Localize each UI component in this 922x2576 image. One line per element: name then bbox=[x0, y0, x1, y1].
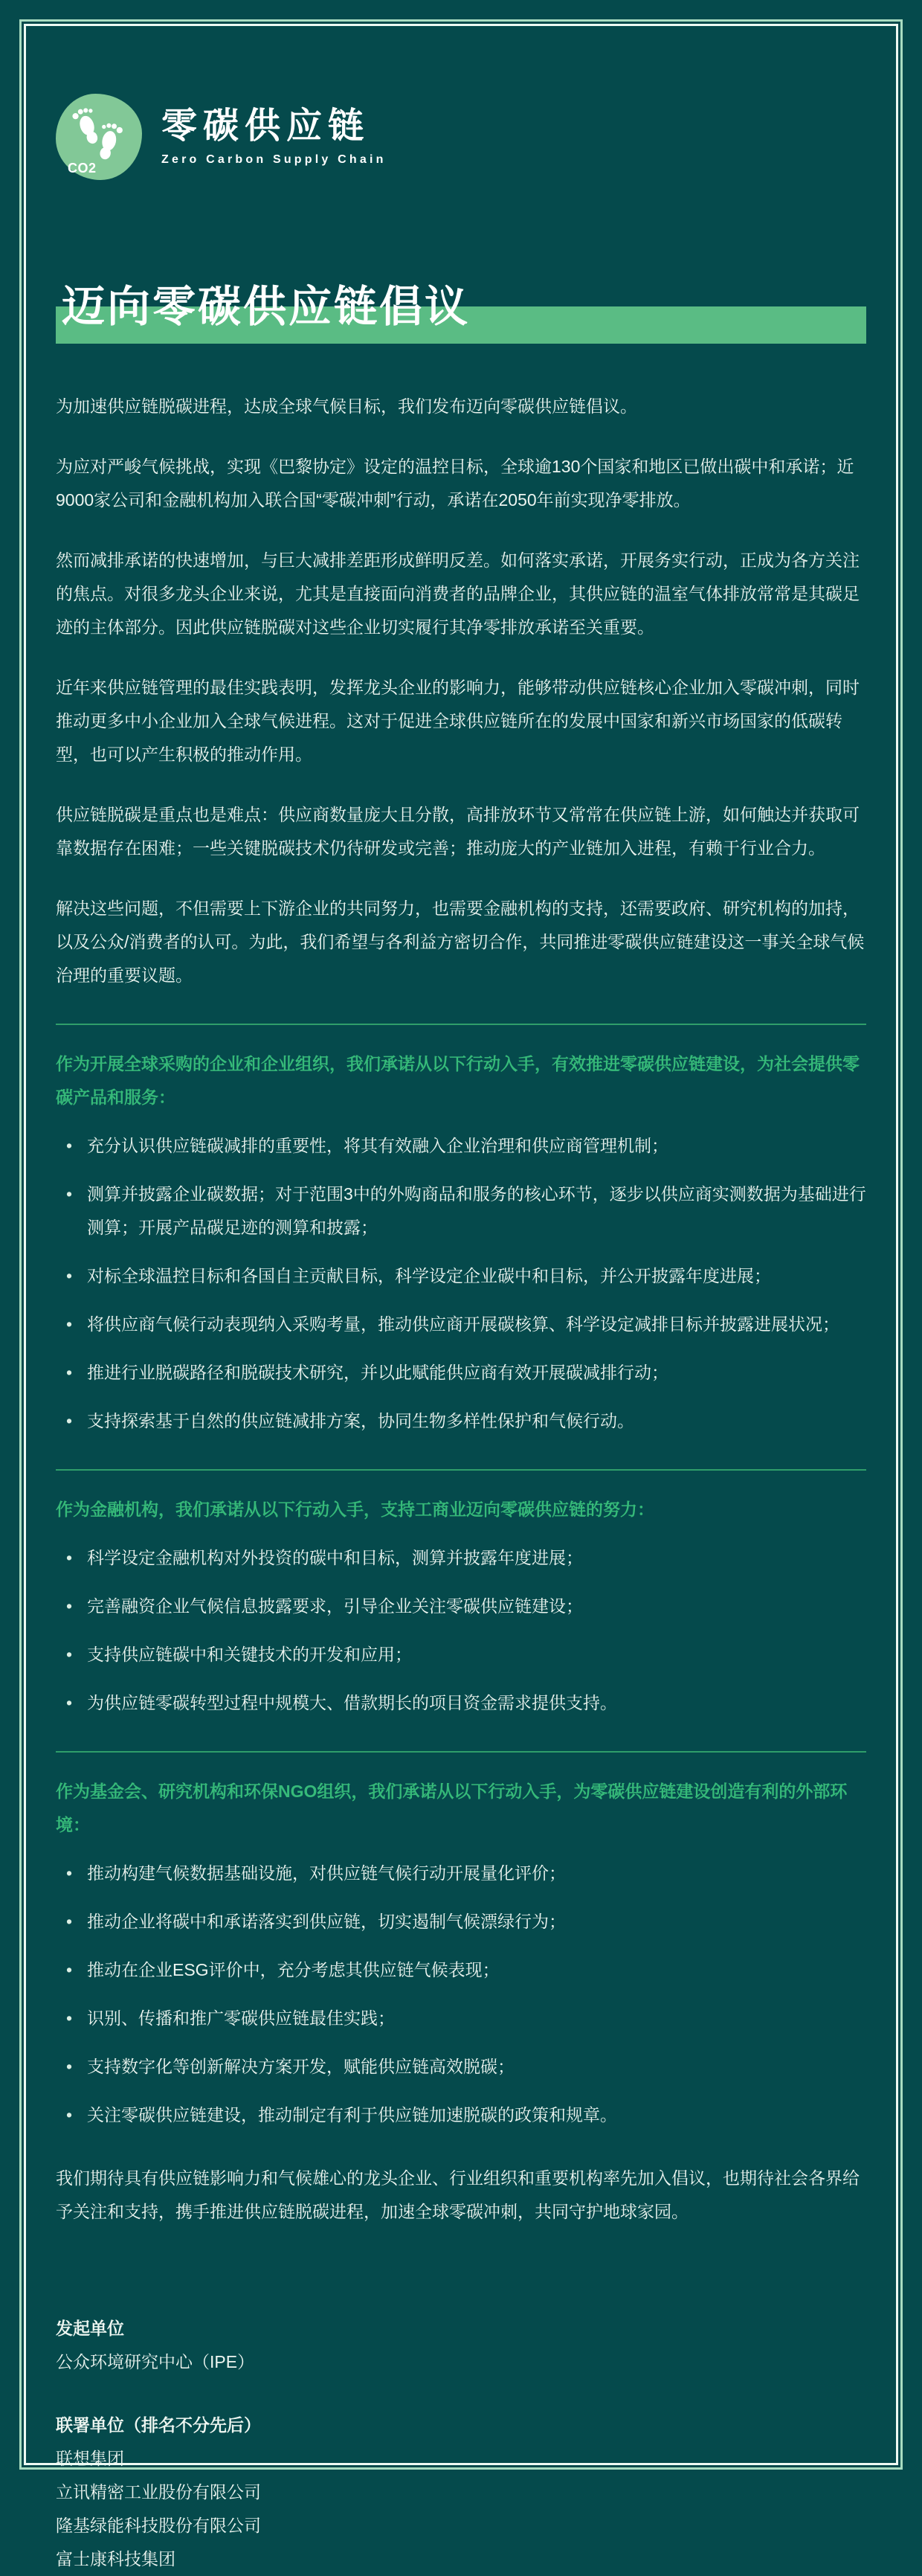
intro-paragraph: 为加速供应链脱碳进程，达成全球气候目标，我们发布迈向零碳供应链倡议。 bbox=[56, 396, 637, 416]
logo-subtitle: Zero Carbon Supply Chain bbox=[161, 153, 387, 167]
commitment-item: • 推进行业脱碳路径和脱碳技术研究，并以此赋能供应商有效开展碳减排行动； bbox=[56, 1356, 866, 1390]
cosigner-name: 立讯精密工业股份有限公司 bbox=[56, 2482, 261, 2502]
commitment-item: • 为供应链零碳转型过程中规模大、借款期长的项目资金需求提供支持。 bbox=[56, 1686, 866, 1720]
cosigner-name: 富士康科技集团 bbox=[56, 2549, 175, 2569]
section-divider bbox=[56, 1469, 866, 1471]
section-divider bbox=[56, 1751, 866, 1753]
intro-paragraph: 为应对严峻气候挑战，实现《巴黎协定》设定的温控目标，全球逾130个国家和地区已做出碳中和承诺；近9000家公司和金融机构加入联合国“零碳冲刺”行动，承诺在2050年前实现净零排放。 bbox=[56, 457, 854, 510]
section-heading-procurement: 作为开展全球采购的企业和企业组织，我们承诺从以下行动入手，有效推进零碳供应链建设，为社会提供零碳产品和服务： bbox=[56, 1054, 860, 1107]
body-copy bbox=[56, 390, 866, 2576]
logo-title: 零碳供应链 bbox=[161, 106, 370, 146]
section-heading-ngo: 作为基金会、研究机构和环保NGO组织，我们承诺从以下行动入手，为零碳供应链建设创造有利的外部环境： bbox=[56, 1782, 848, 1834]
commitment-item: • 支持探索基于自然的供应链减排方案，协同生物多样性保护和气候行动。 bbox=[56, 1404, 866, 1438]
co2-label: CO2 bbox=[68, 161, 97, 176]
commitment-item: • 推动构建气候数据基础设施，对供应链气候行动开展量化评价； bbox=[56, 1857, 866, 1890]
cosigners-label: 联署单位（排名不分先后） bbox=[56, 2415, 261, 2435]
closing-paragraph: 我们期待具有供应链影响力和气候雄心的龙头企业、行业组织和重要机构率先加入倡议，也期待社会各界给予关注和支持，携手推进供应链脱碳进程，加速全球零碳冲刺，共同守护地球家园。 bbox=[56, 2168, 860, 2221]
commitment-list-finance bbox=[56, 1541, 866, 1720]
logo-badge bbox=[56, 94, 142, 180]
intro-paragraph: 供应链脱碳是重点也是难点：供应商数量庞大且分散，高排放环节又常常在供应链上游，如何触达并获取可靠数据存在困难；一些关键脱碳技术仍待研发或完善；推动庞大的产业链加入进程，有赖于行业合力。 bbox=[56, 805, 860, 858]
cosigner-name: 隆基绿能科技股份有限公司 bbox=[56, 2516, 261, 2535]
intro-paragraph: 近年来供应链管理的最佳实践表明，发挥龙头企业的影响力，能够带动供应链核心企业加入零碳冲刺，同时推动更多中小企业加入全球气候进程。这对于促进全球供应链所在的发展中国家和新兴市场国家的低碳转型，也可以产生积极的推动作用。 bbox=[56, 678, 860, 764]
commitment-item: • 完善融资企业气候信息披露要求，引导企业关注零碳供应链建设； bbox=[56, 1590, 866, 1623]
commitment-item: • 识别、传播和推广零碳供应链最佳实践； bbox=[56, 2002, 866, 2035]
cosigners-section bbox=[56, 2409, 866, 2576]
initiator-name: 公众环境研究中心（IPE） bbox=[56, 2352, 255, 2371]
commitment-item: • 充分认识供应链碳减排的重要性，将其有效融入企业治理和供应商管理机制； bbox=[56, 1129, 866, 1163]
logo-text bbox=[161, 107, 387, 167]
footprints-icon bbox=[68, 103, 129, 164]
commitment-item: • 关注零碳供应链建设，推动制定有利于供应链加速脱碳的政策和规章。 bbox=[56, 2098, 866, 2132]
page-title-banner bbox=[56, 269, 866, 344]
commitment-list-procurement bbox=[56, 1129, 866, 1438]
commitment-item: • 将供应商气候行动表现纳入采购考量，推动供应商开展碳核算、科学设定减排目标并披露进展状况； bbox=[56, 1308, 866, 1341]
intro-paragraph: 解决这些问题，不但需要上下游企业的共同努力，也需要金融机构的支持，还需要政府、研究机构的加持，以及公众/消费者的认可。为此，我们希望与各利益方密切合作，共同推进零碳供应链建设这一事关全球气候治理的重要议题。 bbox=[56, 899, 865, 985]
commitment-item: • 支持供应链碳中和关键技术的开发和应用； bbox=[56, 1638, 866, 1671]
section-divider bbox=[56, 1024, 866, 1025]
commitment-item: • 支持数字化等创新解决方案开发，赋能供应链高效脱碳； bbox=[56, 2050, 866, 2084]
section-heading-finance: 作为金融机构，我们承诺从以下行动入手，支持工商业迈向零碳供应链的努力： bbox=[56, 1500, 654, 1519]
logo bbox=[56, 0, 866, 180]
commitment-list-ngo bbox=[56, 1857, 866, 2132]
page-title: 迈向零碳供应链倡议 bbox=[62, 283, 471, 331]
cosigner-name: 联想集团 bbox=[56, 2449, 124, 2468]
commitment-item: • 对标全球温控目标和各国自主贡献目标，科学设定企业碳中和目标，并公开披露年度进展； bbox=[56, 1259, 866, 1293]
footer bbox=[56, 2312, 866, 2576]
commitment-item: • 推动在企业ESG评价中，充分考虑其供应链气候表现； bbox=[56, 1953, 866, 1987]
initiator-label: 发起单位 bbox=[56, 2319, 124, 2338]
commitment-item: • 推动企业将碳中和承诺落实到供应链，切实遏制气候漂绿行为； bbox=[56, 1905, 866, 1939]
intro-paragraph: 然而减排承诺的快速增加，与巨大减排差距形成鲜明反差。如何落实承诺，开展务实行动，正成为各方关注的焦点。对很多龙头企业来说，尤其是直接面向消费者的品牌企业，其供应链的温室气体排放常常是其碳足迹的主体部分。因此供应链脱碳对这些企业切实履行其净零排放承诺至关重要。 bbox=[56, 550, 860, 637]
commitment-item: • 科学设定金融机构对外投资的碳中和目标，测算并披露年度进展； bbox=[56, 1541, 866, 1575]
commitment-item: • 测算并披露企业碳数据；对于范围3中的外购商品和服务的核心环节，逐步以供应商实测数据为基础进行测算；开展产品碳足迹的测算和披露； bbox=[56, 1178, 866, 1244]
initiator-section bbox=[56, 2312, 866, 2379]
